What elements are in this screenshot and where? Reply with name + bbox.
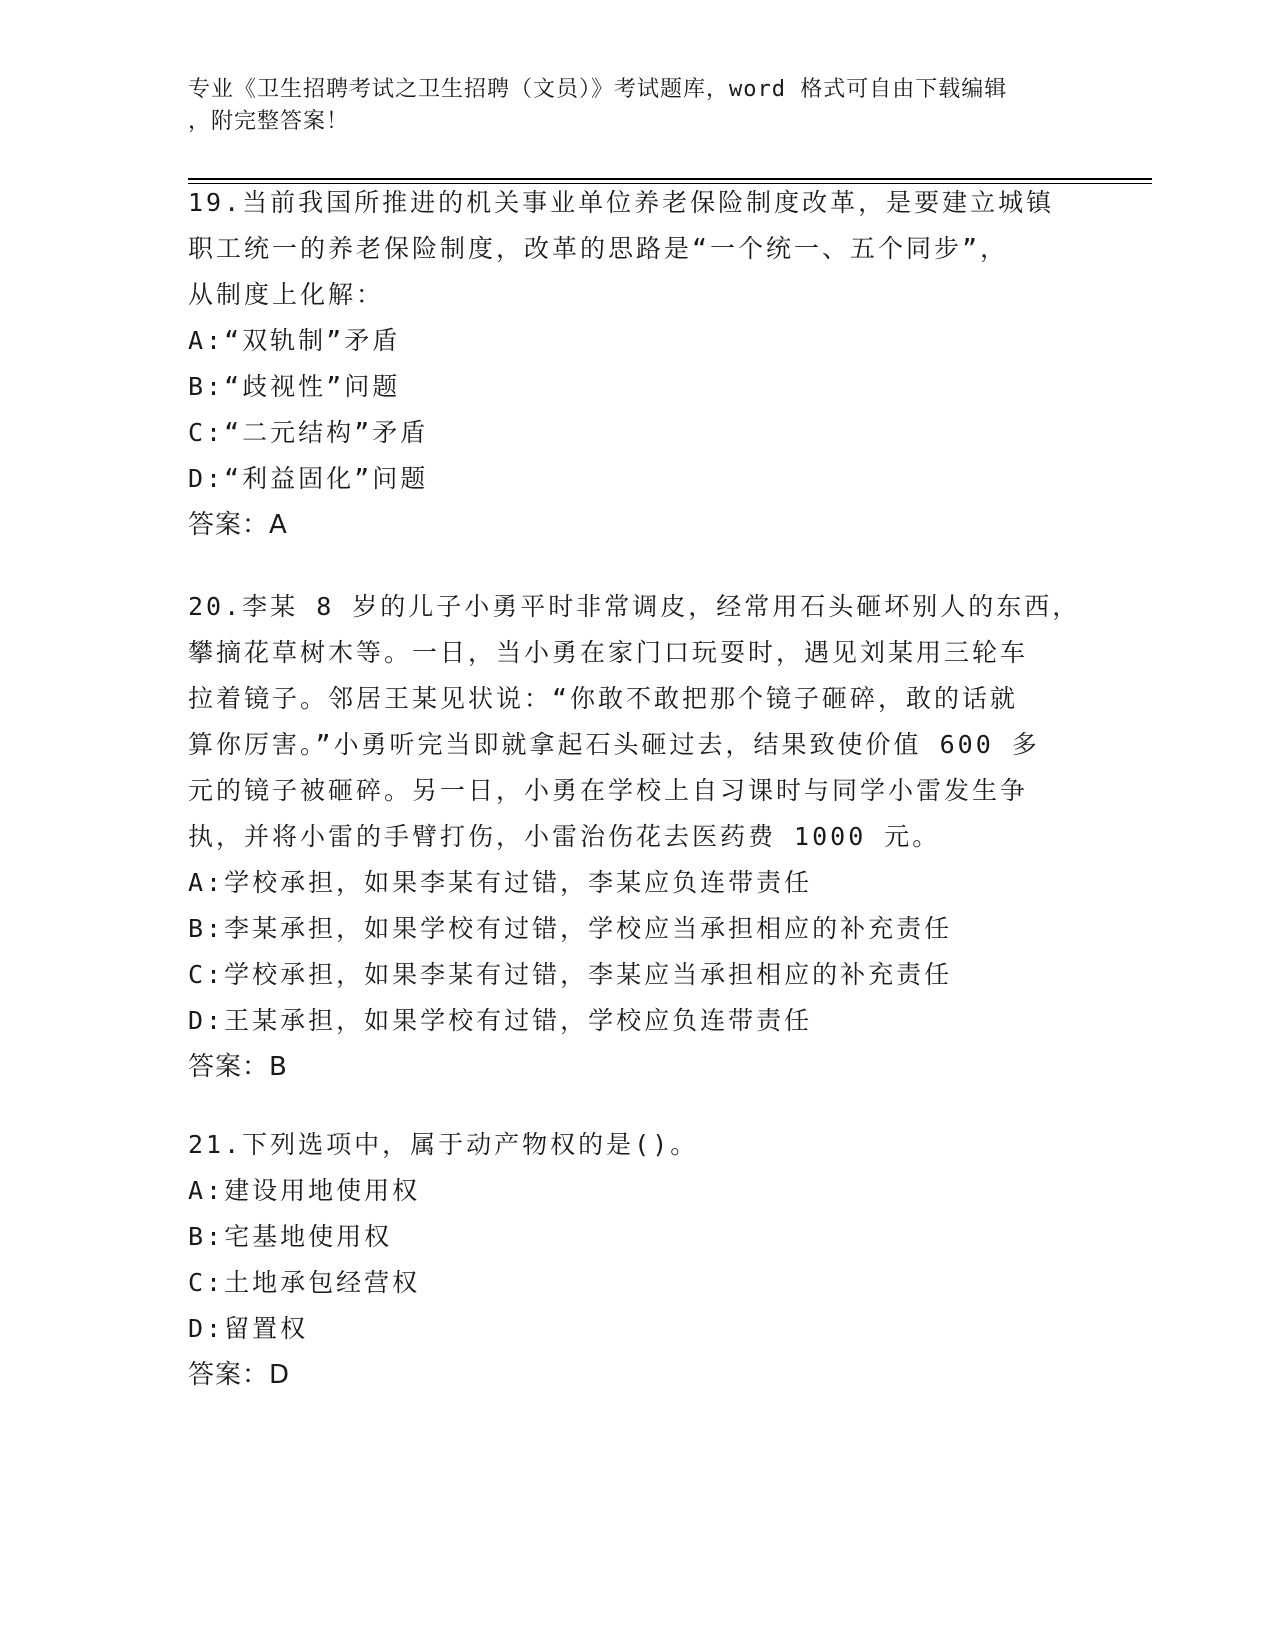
question-stem-line: 拉着镜子。邻居王某见状说：“你敢不敢把那个镜子砸碎，敢的话就 [188,684,1019,713]
answer: 答案：A [188,510,288,540]
option-a: A:建设用地使用权 [188,1176,421,1205]
question-stem-line: 从制度上化解： [188,280,385,309]
option-b: B:宅基地使用权 [188,1222,393,1251]
question-19 [188,180,1088,548]
option-b: B:李某承担，如果学校有过错，学校应当承担相应的补充责任 [188,914,953,943]
option-d: D:“利益固化”问题 [188,464,429,493]
option-c: C:“二元结构”矛盾 [188,418,429,447]
option-b: B:“歧视性”问题 [188,372,401,401]
option-c: C:土地承包经营权 [188,1268,421,1297]
question-stem-line: 19.当前我国所推进的机关事业单位养老保险制度改革，是要建立城镇 [188,188,1055,217]
question-stem-line: 20.李某 8 岁的儿子小勇平时非常调皮，经常用石头砸坏别人的东西， [188,592,1081,621]
answer: 答案：D [188,1360,291,1390]
option-a: A:“双轨制”矛盾 [188,326,401,355]
question-stem-line: 职工统一的养老保险制度，改革的思路是“一个统一、五个同步”， [188,234,1009,263]
header-line-2: ，附完整答案！ [188,109,350,134]
question-stem-line: 执，并将小雷的手臂打伤，小雷治伤花去医药费 1000 元。 [188,822,941,851]
option-d: D:王某承担，如果学校有过错，学校应负连带责任 [188,1006,813,1035]
option-a: A:学校承担，如果李某有过错，李某应负连带责任 [188,868,813,897]
question-21 [188,1122,1088,1398]
answer: 答案：B [188,1052,288,1082]
question-stem-line: 元的镜子被砸碎。另一日，小勇在学校上自习课时与同学小雷发生争 [188,776,1029,805]
header-line-1: 专业《卫生招聘考试之卫生招聘（文员）》考试题库，word 格式可自由下载编辑 [188,77,1008,102]
document-header [188,74,1088,138]
question-stem-line: 21.下列选项中，属于动产物权的是()。 [188,1130,699,1159]
option-c: C:学校承担，如果李某有过错，李某应当承担相应的补充责任 [188,960,953,989]
question-20 [188,584,1088,1090]
option-d: D:留置权 [188,1314,309,1343]
question-stem-line: 算你厉害。”小勇听完当即就拿起石头砸过去，结果致使价值 600 多 [188,730,1040,759]
question-stem-line: 攀摘花草树木等。一日，当小勇在家门口玩耍时，遇见刘某用三轮车 [188,638,1029,667]
